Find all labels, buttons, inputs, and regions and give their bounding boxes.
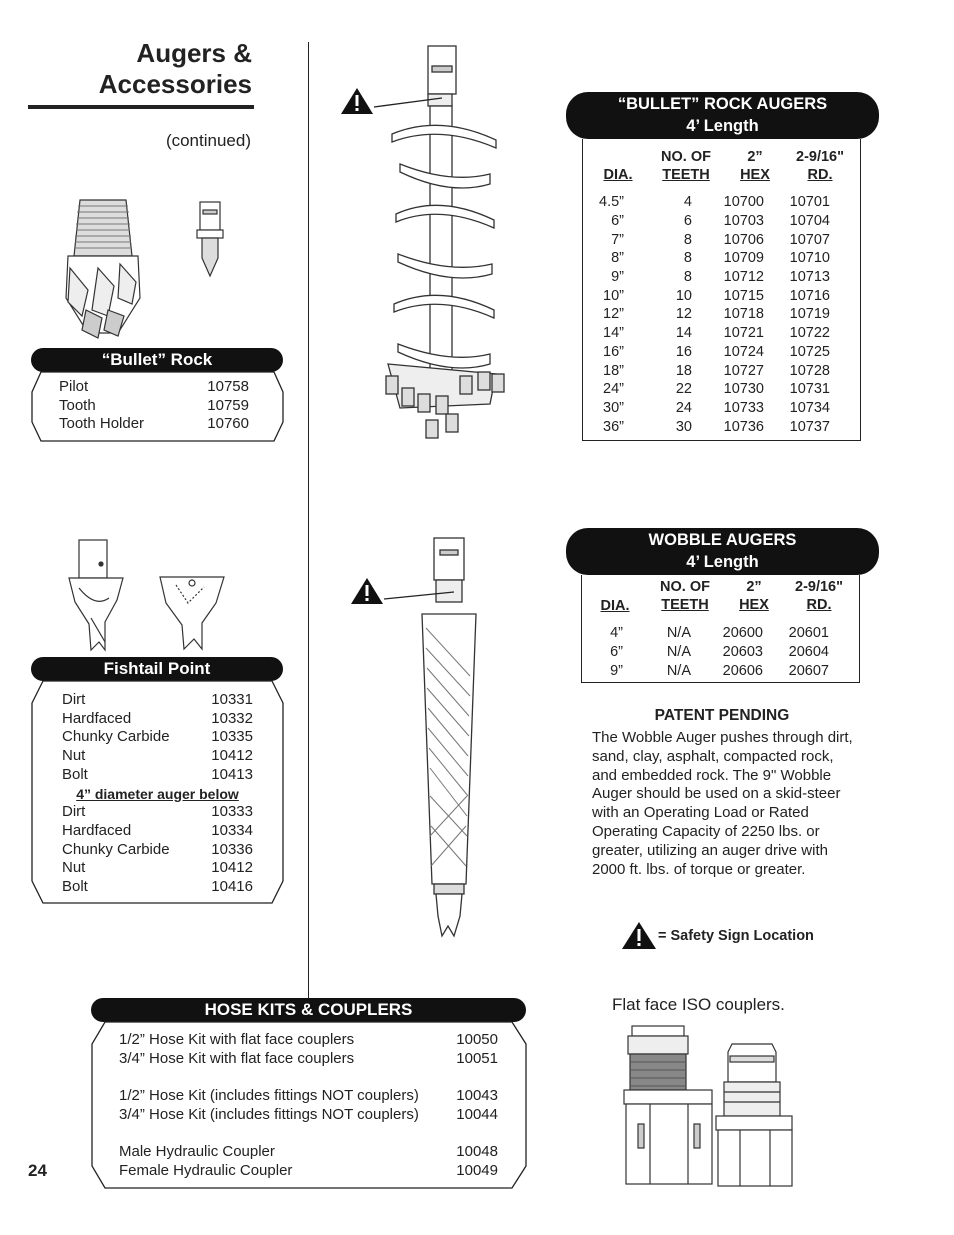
- fishtail-hardfaced-illustration: [158, 573, 226, 653]
- warning-triangle-icon: [350, 577, 462, 607]
- table-cell: 10: [675, 287, 692, 304]
- table-cell: 10713: [789, 269, 830, 286]
- table-cell: 24”: [603, 381, 624, 398]
- table-cell: 12: [675, 306, 692, 323]
- table-cell: 10715: [723, 287, 764, 304]
- fishtail-list: [62, 691, 253, 897]
- hose-kits-banner: HOSE KITS & COUPLERS: [91, 998, 526, 1022]
- table-cell: 10727: [723, 362, 764, 379]
- table-cell: 8: [683, 250, 692, 267]
- table-cell: 8”: [611, 250, 624, 267]
- table-cell: 4.5”: [599, 194, 624, 211]
- table-cell: 6”: [610, 644, 623, 661]
- rock-augers-subtitle: 4’ Length: [686, 117, 759, 135]
- table-cell: 20607: [788, 662, 829, 679]
- table-cell: 10707: [789, 231, 830, 248]
- table-cell: 9”: [611, 269, 624, 286]
- table-cell: 10734: [789, 399, 830, 416]
- list-item: Nut 10412: [62, 747, 253, 765]
- table-cell: 10712: [723, 269, 764, 286]
- fishtail-point-illustration: [65, 538, 127, 653]
- table-cell: 10731: [789, 381, 830, 398]
- table-cell: 4”: [610, 625, 623, 642]
- table-row: [584, 193, 830, 212]
- table-cell: 10710: [789, 250, 830, 267]
- table-cell: 22: [675, 381, 692, 398]
- table-row: [584, 230, 830, 249]
- table-row: [584, 249, 830, 268]
- list-item: Bolt 10416: [62, 878, 253, 896]
- list-item: Hardfaced 10334: [62, 821, 253, 839]
- list-item: Pilot 10758: [59, 378, 249, 395]
- table-cell: 30”: [603, 399, 624, 416]
- list-item: Female Hydraulic Coupler 10049: [119, 1161, 498, 1179]
- table-cell: 14: [675, 325, 692, 342]
- table-cell: 4: [683, 194, 692, 211]
- hose-kits-list: [119, 1031, 498, 1181]
- warning-triangle-icon: [622, 921, 658, 951]
- fishtail-subheading: 4” diameter auger below: [76, 785, 239, 802]
- list-item: Hardfaced 10332: [62, 709, 253, 727]
- table-row: [584, 286, 830, 305]
- table-row: [584, 361, 830, 380]
- title-line-2: Accessories: [98, 69, 252, 99]
- list-item: Chunky Carbide 10335: [62, 728, 253, 746]
- table-cell: 20601: [788, 625, 829, 642]
- list-item: Nut 10412: [62, 859, 253, 877]
- table-cell: 10724: [723, 343, 764, 360]
- table-row: [584, 212, 830, 231]
- table-row: [584, 343, 830, 362]
- table-row: [584, 380, 830, 399]
- table-cell: 20600: [722, 625, 763, 642]
- table-cell: N/A: [666, 644, 691, 661]
- table-cell: 10706: [723, 231, 764, 248]
- list-item: Dirt 10333: [62, 803, 253, 821]
- table-cell: 8: [683, 231, 692, 248]
- list-item: Dirt 10331: [62, 691, 253, 708]
- table-cell: 9”: [610, 662, 623, 679]
- table-cell: 10725: [789, 343, 830, 360]
- table-cell: 6: [683, 213, 692, 230]
- table-cell: 20603: [722, 644, 763, 661]
- table-cell: 10730: [723, 381, 764, 398]
- table-cell: 10721: [723, 325, 764, 342]
- table-row: [584, 324, 830, 343]
- warning-triangle-icon: [340, 87, 452, 117]
- list-item: 3/4” Hose Kit (includes fittings NOT couplers) 10044: [119, 1105, 498, 1123]
- column-divider: [308, 42, 309, 999]
- bullet-rock-pilot-illustration: [58, 198, 148, 343]
- rock-augers-title: “BULLET” ROCK AUGERS: [617, 95, 828, 113]
- wobble-augers-title: WOBBLE AUGERS: [648, 531, 797, 549]
- continued-label: (continued): [165, 131, 251, 150]
- list-item: Chunky Carbide 10336: [62, 840, 253, 858]
- table-row: [583, 643, 829, 662]
- table-cell: 20606: [722, 662, 763, 679]
- table-cell: 30: [675, 418, 692, 435]
- table-cell: 10719: [789, 306, 830, 323]
- table-cell: 10700: [723, 194, 764, 211]
- list-item: Bolt 10413: [62, 765, 253, 783]
- table-cell: 10737: [789, 418, 830, 435]
- table-cell: 10709: [723, 250, 764, 267]
- bullet-rock-list: [59, 378, 249, 434]
- wobble-augers-table: [583, 624, 829, 680]
- bullet-rock-tooth-illustration: [194, 200, 226, 280]
- wobble-augers-banner: [566, 528, 879, 575]
- female-coupler-illustration: [620, 1024, 720, 1189]
- table-cell: 16”: [603, 343, 624, 360]
- list-item: 3/4” Hose Kit with flat face couplers 10051: [119, 1049, 498, 1067]
- male-coupler-illustration: [712, 1042, 797, 1189]
- table-cell: 10701: [789, 194, 830, 211]
- table-cell: 24: [675, 399, 692, 416]
- safety-legend: = Safety Sign Location: [658, 928, 814, 944]
- table-cell: 10722: [789, 325, 830, 342]
- table-cell: N/A: [666, 625, 691, 642]
- table-cell: 20604: [788, 644, 829, 661]
- table-cell: 6”: [611, 213, 624, 230]
- table-cell: N/A: [666, 662, 691, 679]
- table-row: [584, 417, 830, 436]
- patent-text: The Wobble Auger pushes through dirt, sand, clay, asphalt, compacted rock, and embedded rock. The 9" Wobble Auger should be used on a skid-steer with an Operating Load or Rated Operating Capacity of 2250 lbs. or greater, utilizing an auger drive with 2000 ft. lbs. of torque or greater.: [592, 729, 853, 878]
- rock-augers-banner: [566, 92, 879, 139]
- page-title: [28, 38, 252, 100]
- wobble-augers-subtitle: 4’ Length: [686, 553, 759, 571]
- table-row: [584, 305, 830, 324]
- title-divider: [28, 105, 254, 109]
- table-row: [584, 399, 830, 418]
- couplers-caption: Flat face ISO couplers.: [612, 995, 785, 1014]
- table-row: [583, 624, 829, 643]
- table-cell: 18”: [603, 362, 624, 379]
- title-line-1: Augers &: [136, 38, 252, 68]
- table-cell: 10718: [723, 306, 764, 323]
- table-row: [583, 661, 829, 680]
- list-item: 1/2” Hose Kit (includes fittings NOT couplers) 10043: [119, 1087, 498, 1105]
- bullet-rock-banner: “Bullet” Rock: [31, 348, 283, 372]
- list-item: 1/2” Hose Kit with flat face couplers 10050: [119, 1031, 498, 1048]
- table-cell: 10704: [789, 213, 830, 230]
- fishtail-banner: Fishtail Point: [31, 657, 283, 681]
- table-cell: 10703: [723, 213, 764, 230]
- table-cell: 18: [675, 362, 692, 379]
- table-cell: 10736: [723, 418, 764, 435]
- table-cell: 10733: [723, 399, 764, 416]
- patent-heading: PATENT PENDING: [654, 707, 790, 724]
- table-cell: 16: [675, 343, 692, 360]
- rock-augers-table: [584, 193, 830, 436]
- table-cell: 12”: [603, 306, 624, 323]
- list-item: Tooth Holder 10760: [59, 415, 249, 433]
- table-cell: 10”: [603, 287, 624, 304]
- page-number: 24: [28, 1161, 47, 1180]
- list-item: Tooth 10759: [59, 396, 249, 414]
- table-cell: 14”: [603, 325, 624, 342]
- table-cell: 8: [683, 269, 692, 286]
- table-cell: 7”: [611, 231, 624, 248]
- list-item: Male Hydraulic Coupler 10048: [119, 1143, 498, 1161]
- table-cell: 10728: [789, 362, 830, 379]
- table-cell: 10716: [789, 287, 830, 304]
- table-row: [584, 268, 830, 287]
- table-cell: 36”: [603, 418, 624, 435]
